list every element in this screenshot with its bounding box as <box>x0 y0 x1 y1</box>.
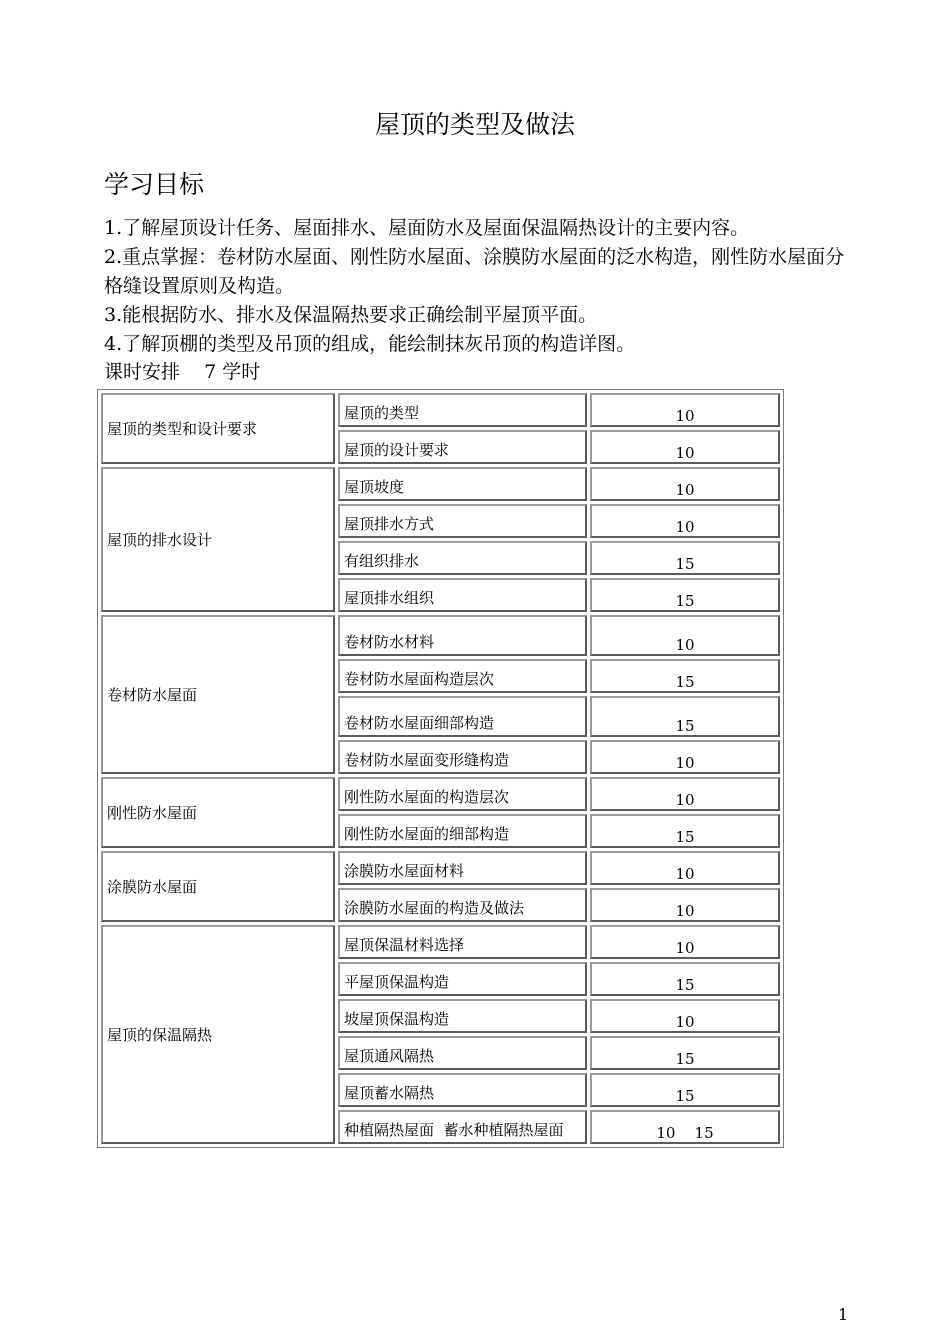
hours-cell: 10 15 <box>590 1110 780 1144</box>
table-row <box>101 851 780 885</box>
topic-cell: 刚性防水屋面的构造层次 <box>338 777 587 811</box>
topic-cell: 卷材防水屋面构造层次 <box>338 659 587 693</box>
topic-cell: 屋顶通风隔热 <box>338 1036 587 1070</box>
hours-cell: 15 <box>590 541 780 575</box>
topic-cell: 涂膜防水屋面材料 <box>338 851 587 885</box>
hours-cell: 15 <box>590 659 780 693</box>
section-heading: 学习目标 <box>104 170 205 199</box>
schedule-line: 课时安排 7 学时 <box>104 361 261 383</box>
page-number: 1 <box>838 1305 849 1324</box>
table-row <box>101 777 780 811</box>
topic-cell: 涂膜防水屋面的构造及做法 <box>338 888 587 922</box>
topic-cell: 屋顶排水方式 <box>338 504 587 538</box>
objective-item: 1.了解屋顶设计任务、屋面排水、屋面防水及屋面保温隔热设计的主要内容。 <box>104 217 750 239</box>
category-cell: 刚性防水屋面 <box>101 777 335 848</box>
topic-cell: 屋顶保温材料选择 <box>338 925 587 959</box>
objective-item: 4.了解顶棚的类型及吊顶的组成，能绘制抹灰吊顶的构造详图。 <box>104 333 636 355</box>
category-cell: 卷材防水屋面 <box>101 615 335 774</box>
hours-cell: 10 <box>590 615 780 656</box>
topic-cell: 卷材防水屋面变形缝构造 <box>338 740 587 774</box>
objective-item: 3.能根据防水、排水及保温隔热要求正确绘制平屋顶平面。 <box>104 304 598 326</box>
hours-cell: 10 <box>590 393 780 427</box>
topic-cell: 屋顶坡度 <box>338 467 587 501</box>
hours-cell: 15 <box>590 1073 780 1107</box>
topic-cell: 种植隔热屋面 蓄水种植隔热屋面 <box>338 1110 587 1144</box>
topic-cell: 刚性防水屋面的细部构造 <box>338 814 587 848</box>
hours-cell: 10 <box>590 888 780 922</box>
hours-cell: 15 <box>590 962 780 996</box>
topic-cell: 卷材防水材料 <box>338 615 587 656</box>
topic-cell: 屋顶的设计要求 <box>338 430 587 464</box>
category-cell: 屋顶的排水设计 <box>101 467 335 612</box>
page-title: 屋顶的类型及做法 <box>374 110 575 139</box>
hours-cell: 15 <box>590 578 780 612</box>
hours-cell: 15 <box>590 1036 780 1070</box>
category-cell: 屋顶的保温隔热 <box>101 925 335 1144</box>
table-row <box>101 467 780 501</box>
table-row <box>101 393 780 427</box>
topic-cell: 屋顶排水组织 <box>338 578 587 612</box>
objective-item: 2.重点掌握：卷材防水屋面、刚性防水屋面、涂膜防水屋面的泛水构造，刚性防水屋面分格缝设置原则及构造。 <box>104 246 845 297</box>
hours-cell: 10 <box>590 504 780 538</box>
hours-cell: 10 <box>590 467 780 501</box>
topic-cell: 屋顶的类型 <box>338 393 587 427</box>
schedule-table <box>97 389 784 1148</box>
category-cell: 屋顶的类型和设计要求 <box>101 393 335 464</box>
topic-cell: 坡屋顶保温构造 <box>338 999 587 1033</box>
hours-cell: 10 <box>590 925 780 959</box>
topic-cell: 平屋顶保温构造 <box>338 962 587 996</box>
hours-cell: 10 <box>590 430 780 464</box>
hours-cell: 10 <box>590 851 780 885</box>
hours-cell: 15 <box>590 814 780 848</box>
hours-cell: 15 <box>590 696 780 737</box>
hours-cell: 10 <box>590 777 780 811</box>
table-row <box>101 615 780 656</box>
topic-cell: 有组织排水 <box>338 541 587 575</box>
category-cell: 涂膜防水屋面 <box>101 851 335 922</box>
hours-cell: 10 <box>590 999 780 1033</box>
topic-cell: 卷材防水屋面细部构造 <box>338 696 587 737</box>
table-row <box>101 925 780 959</box>
objectives-list <box>104 214 849 359</box>
topic-cell: 屋顶蓄水隔热 <box>338 1073 587 1107</box>
hours-cell: 10 <box>590 740 780 774</box>
